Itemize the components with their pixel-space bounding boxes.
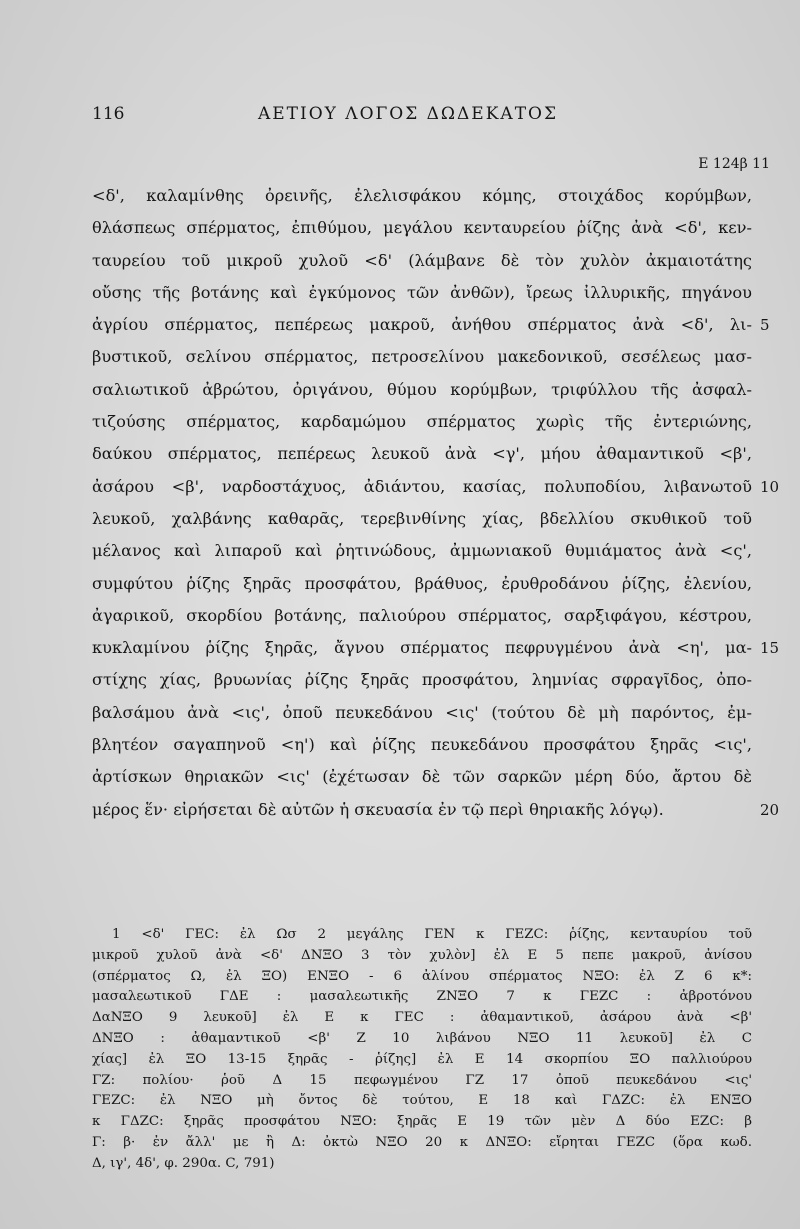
apparatus-line: ΓΖ: πολίου· ῥοῦ Δ 15 πεφωγμένου ΓΖ 17 ὀποῦ πευκεδάνου <ις' xyxy=(92,1072,752,1088)
main-text xyxy=(92,180,780,826)
text-line-content: οὔσης τῆς βοτάνης καὶ ἐγκύμονος τῶν ἀνθῶν), ἴρεως ἰλλυρικῆς, πηγάνου xyxy=(92,282,752,302)
text-line xyxy=(92,729,752,761)
text-line xyxy=(92,794,780,826)
text-line xyxy=(92,245,752,277)
text-line-content: δαύκου σπέρματος, πεπέρεως λευκοῦ ἀνὰ <γ', μήου ἀθαμαντικοῦ <β', xyxy=(92,444,752,464)
text-line xyxy=(92,180,752,212)
apparatus-line: μικροῦ χυλοῦ ἀνὰ <δ' ΔΝΞΟ 3 τὸν χυλὸν] ἐλ Ε 5 πεπε μακροῦ, ἀνίσου xyxy=(92,947,752,963)
text-line-content: <δ', καλαμίνθης ὀρεινῆς, ἐλελισφάκου κόμης, στοιχάδος κορύμβων, xyxy=(92,186,752,205)
apparatus-line: μασαλεωτικοῦ ΓΔΕ : μασαλεωτικῆς ΖΝΞΟ 7 κ ΓΕΖC : ἀβροτόνου xyxy=(92,989,752,1005)
text-line-content: μέλανος καὶ λιπαροῦ καὶ ῥητινώδους, ἀμμωνιακοῦ θυμιάματος ἀνὰ <ς', xyxy=(92,541,752,561)
text-line-content: ἀγρίου σπέρματος, πεπέρεως μακροῦ, ἀνήθου σπέρματος ἀνὰ <δ', λι- xyxy=(92,315,752,335)
text-line xyxy=(92,406,752,438)
critical-apparatus xyxy=(92,925,752,1175)
apparatus-line: Γ: β· ἐν ἄλλ' με ἢ Δ: ὀκτὼ ΝΞΟ 20 κ ΔΝΞΟ: εἴρηται ΓΕΖC (ὅρα κωδ. xyxy=(92,1134,752,1150)
text-line-content: ἀγαρικοῦ, σκορδίου βοτάνης, παλιούρου σπέρματος, σαρξιφάγου, κέστρου, xyxy=(92,605,752,625)
text-line-content: τιζούσης σπέρματος, καρδαμώμου σπέρματος χωρὶς τῆς ἐντεριώνης, xyxy=(92,412,752,432)
text-line xyxy=(92,761,752,793)
manuscript-reference: E 124β 11 xyxy=(698,156,770,172)
text-line-content: στίχης χίας, βρυωνίας ῥίζης ξηρᾶς προσφάτου, λημνίας σφραγῖδος, ὀπο- xyxy=(92,670,752,690)
text-line xyxy=(92,664,752,696)
text-line-content: ταυρείου τοῦ μικροῦ χυλοῦ <δ' (λάμβανε δὲ τὸν χυλὸν ἀκμαιοτάτης xyxy=(92,250,752,270)
text-line xyxy=(92,600,752,632)
text-line-content: βαλσάμου ἀνὰ <ις', ὀποῦ πευκεδάνου <ις' (τούτου δὲ μὴ παρόντος, ἐμ- xyxy=(92,702,752,722)
text-line xyxy=(92,471,780,503)
apparatus-line: ΓΕΖC: ἐλ ΝΞΟ μὴ ὄντος δὲ τούτου, Ε 18 καὶ ΓΔΖC: ἐλ ΕΝΞΟ xyxy=(92,1093,752,1109)
apparatus-line: ΔαΝΞΟ 9 λευκοῦ] ἐλ Ε κ ΓΕC : ἀθαμαντικοῦ, ἀσάρου ἀνὰ <β' xyxy=(92,1010,752,1026)
line-number: 20 xyxy=(760,800,780,819)
text-line-content: λευκοῦ, χαλβάνης καθαρᾶς, τερεβινθίνης χίας, βδελλίου σκυθικοῦ τοῦ xyxy=(92,508,752,528)
text-line xyxy=(92,503,752,535)
text-line xyxy=(92,697,752,729)
text-line xyxy=(92,374,752,406)
apparatus-line: Δ, ιγ', 4δ', φ. 290α. C, 791) xyxy=(92,1155,275,1171)
text-line-content: θλάσπεως σπέρματος, ἐπιθύμου, μεγάλου κενταυρείου ῥίζης ἀνὰ <δ', κεν- xyxy=(92,218,752,238)
line-number: 15 xyxy=(760,639,780,658)
text-line-content: μέρος ἕν· εἰρήσεται δὲ αὐτῶν ἡ σκευασία ἐν τῷ περὶ θηριακῆς λόγῳ). xyxy=(92,799,664,819)
running-title: ΑΕΤΙΟΥ ΛΟΓΟΣ ΔΩΔΕΚΑΤΟΣ xyxy=(257,104,558,124)
text-line-content: ἀσάρου <β', ναρδοστάχυος, ἀδιάντου, κασίας, πολυποδίου, λιβανωτοῦ xyxy=(92,476,752,496)
apparatus-line: ΔΝΞΟ : ἀθαμαντικοῦ <β' Ζ 10 λιβάνου ΝΞΟ 11 λευκοῦ] ἐλ C xyxy=(92,1030,752,1046)
text-line-content: σαλιωτικοῦ ἀβρώτου, ὀριγάνου, θύμου κορύμβων, τριφύλλου τῆς ἀσφαλ- xyxy=(92,379,752,399)
text-line-content: ἀρτίσκων θηριακῶν <ις' (ἐχέτωσαν δὲ τῶν σαρκῶν μέρη δύο, ἄρτου δὲ xyxy=(92,767,752,787)
text-line xyxy=(92,277,752,309)
text-line xyxy=(92,568,752,600)
text-line xyxy=(92,438,752,470)
page-number: 116 xyxy=(92,104,125,124)
apparatus-line: 1 <δ' ΓΕC: ἐλ Ωσ 2 μεγάλης ΓΕΝ κ ΓΕΖC: ῥίζης, κενταυρίου τοῦ xyxy=(112,927,752,942)
apparatus-line: (σπέρματος Ω, ἐλ ΞΟ) ΕΝΞΟ - 6 ἀλίνου σπέρματος ΝΞΟ: ἐλ Ζ 6 κ*: xyxy=(92,968,752,984)
apparatus-line: χίας] ἐλ ΞΟ 13-15 ξηρᾶς - ῥίζης] ἐλ Ε 14 σκορπίου ΞΟ παλλιούρου xyxy=(92,1051,752,1067)
text-line xyxy=(92,632,780,664)
apparatus-line: κ ΓΔΖC: ξηρᾶς προσφάτου ΝΞΟ: ξηρᾶς Ε 19 τῶν μὲν Δ δύο ΕΖC: β xyxy=(92,1114,752,1130)
running-head xyxy=(92,104,764,134)
text-line xyxy=(92,309,770,341)
text-line xyxy=(92,212,752,244)
text-line-content: κυκλαμίνου ῥίζης ξηρᾶς, ἄγνου σπέρματος πεφρυγμένου ἀνὰ <η', μα- xyxy=(92,638,752,658)
line-number: 10 xyxy=(760,477,780,496)
text-line-content: συμφύτου ῥίζης ξηρᾶς προσφάτου, βράθυος, ἐρυθροδάνου ῥίζης, ἐλενίου, xyxy=(92,573,752,593)
text-line-content: βυστικοῦ, σελίνου σπέρματος, πετροσελίνου μακεδονικοῦ, σεσέλεως μασ- xyxy=(92,347,752,367)
text-line-content: βλητέον σαγαπηνοῦ <η') καὶ ῥίζης πευκεδάνου προσφάτου ξηρᾶς <ις', xyxy=(92,735,752,755)
text-line xyxy=(92,341,752,373)
line-number: 5 xyxy=(760,316,770,335)
text-line xyxy=(92,535,752,567)
